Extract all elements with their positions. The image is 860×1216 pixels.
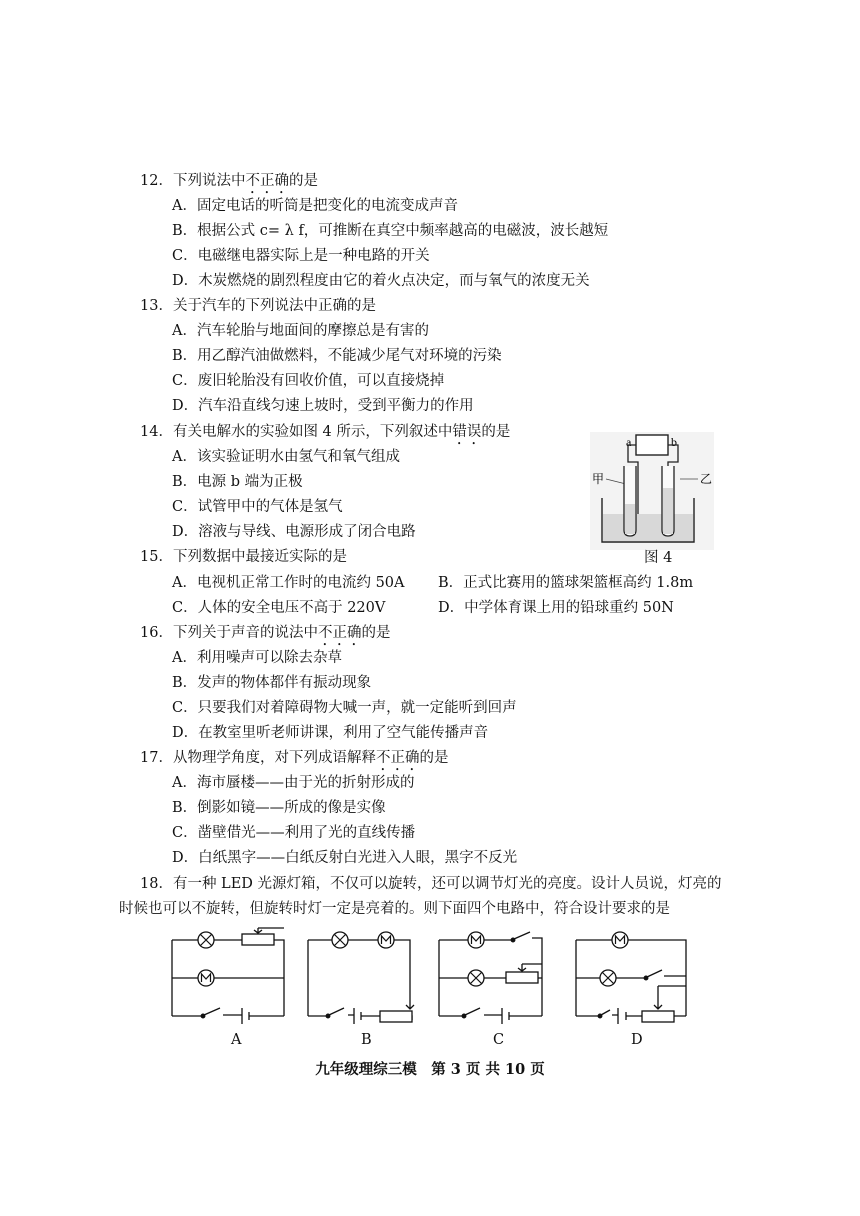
stem-text: 的是 (481, 424, 511, 440)
electrolysis-figure (590, 432, 714, 550)
circuit-label-c: C (493, 1032, 505, 1048)
emphasized-text: 不正确 (375, 750, 420, 766)
circuit-label-d: D (631, 1032, 643, 1048)
q14-option-a: A．该实验证明水由氢气和氧气组成 (172, 449, 400, 465)
question-13-stem: 13．关于汽车的下列说法中正确的是 (140, 298, 376, 314)
label-a: a (626, 435, 632, 449)
q12-option-d: D．木炭燃烧的剧烈程度由它的着火点决定，而与氧气的浓度无关 (172, 273, 590, 289)
circuit-label-b: B (361, 1032, 372, 1048)
circuit-label-a: A (231, 1032, 242, 1048)
stem-text: 的是 (361, 625, 391, 641)
q13-option-d: D．汽车沿直线匀速上坡时，受到平衡力的作用 (172, 398, 474, 414)
q13-option-b: B．用乙醇汽油做燃料，不能减少尾气对环境的污染 (172, 348, 502, 364)
q16-option-d: D．在教室里听老师讲课，利用了空气能传播声音 (172, 725, 489, 741)
label-jia: 甲 (592, 472, 605, 486)
q15-option-b: B．正式比赛用的篮球架篮框高约 1.8m (438, 575, 694, 591)
q14-option-c: C．试管甲中的气体是氢气 (172, 499, 343, 515)
stem-text: 16．下列关于声音的说法中 (140, 625, 318, 641)
water (603, 514, 693, 541)
circuit-b (308, 932, 414, 1024)
q14-option-b: B．电源 b 端为正极 (172, 474, 303, 490)
q12-option-c: C．电磁继电器实际上是一种电路的开关 (172, 248, 430, 264)
emphasized-text: 不正确 (245, 173, 289, 189)
figure-caption: 图 4 (644, 550, 673, 566)
emphasized-text: 错误 (452, 424, 482, 440)
stem-text: 17．从物理学角度，对下列成语解释 (140, 750, 376, 766)
circuit-d (576, 932, 686, 1024)
circuit-a (172, 928, 284, 1024)
power-source (636, 435, 668, 455)
q15-option-d: D．中学体育课上用的铅球重约 50N (438, 600, 674, 616)
question-17-stem (140, 749, 448, 774)
emphasized-text: 不正确 (317, 625, 362, 641)
question-16-stem (140, 624, 390, 649)
q15-option-a: A．电视机正常工作时的电流约 50A (172, 575, 405, 591)
question-18-line1: 18．有一种 LED 光源灯箱，不仅可以旋转，还可以调节灯光的亮度。设计人员说，灯亮的 (140, 876, 722, 892)
question-15-stem: 15．下列数据中最接近实际的是 (140, 549, 347, 565)
question-12-stem (140, 172, 318, 197)
stem-text: 的是 (419, 750, 449, 766)
q17-option-b: B．倒影如镜——所成的像是实像 (172, 800, 386, 816)
q12-option-b: B．根据公式 c= λ f，可推断在真空中频率越高的电磁波，波长越短 (172, 223, 609, 239)
stem-text: 14．有关电解水的实验如图 4 所示，下列叙述中 (140, 424, 453, 440)
label-yi: 乙 (700, 472, 713, 486)
stem-text: 的是 (288, 173, 318, 189)
q16-option-a: A．利用噪声可以除去杂草 (172, 650, 342, 666)
q13-option-c: C．废旧轮胎没有回收价值，可以直接烧掉 (172, 373, 445, 389)
q13-option-a: A．汽车轮胎与地面间的摩擦总是有害的 (172, 323, 429, 339)
stem-text: 12．下列说法中 (140, 173, 246, 189)
q16-option-c: C．只要我们对着障碍物大喊一声，就一定能听到回声 (172, 700, 517, 716)
q16-option-b: B．发声的物体都伴有振动现象 (172, 675, 372, 691)
page-footer: 九年级理综三模 第 3 页 共 10 页 (315, 1061, 545, 1078)
q12-option-a: A．固定电话的听筒是把变化的电流变成声音 (172, 198, 458, 214)
q14-option-d: D．溶液与导线、电源形成了闭合电路 (172, 524, 416, 540)
q17-option-c: C．凿壁借光——利用了光的直线传播 (172, 825, 416, 841)
circuit-diagrams (166, 924, 696, 1024)
q15-option-c: C．人体的安全电压不高于 220V (172, 600, 386, 616)
label-b: b (671, 435, 677, 449)
q17-option-a: A．海市蜃楼——由于光的折射形成的 (172, 775, 415, 791)
circuit-c (439, 932, 542, 1024)
question-18-line2: 时候也可以不旋转，但旋转时灯一定是亮着的。则下面四个电路中，符合设计要求的是 (119, 901, 670, 917)
q17-option-d: D．白纸黑字——白纸反射白光进入人眼，黑字不反光 (172, 850, 518, 866)
question-14-stem (140, 423, 510, 448)
